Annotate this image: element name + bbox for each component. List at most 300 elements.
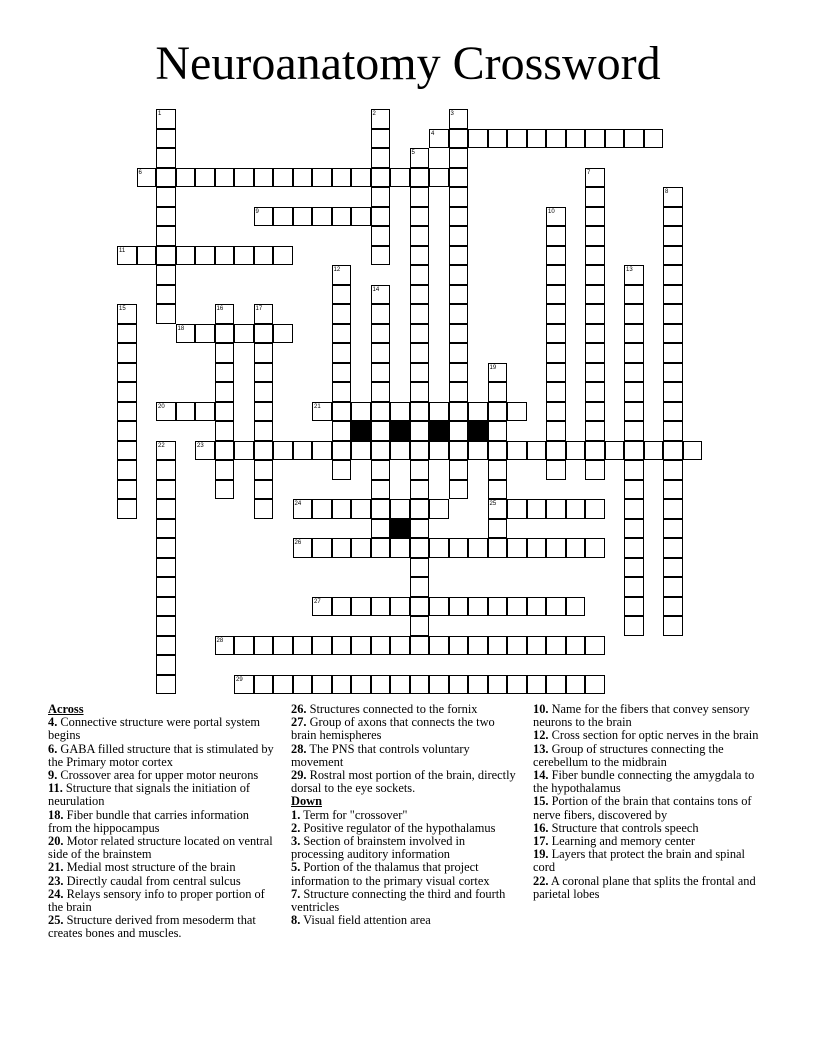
grid-cell[interactable]	[215, 421, 235, 441]
grid-cell[interactable]	[156, 148, 176, 168]
grid-cell[interactable]	[663, 441, 683, 461]
grid-cell[interactable]	[254, 343, 274, 363]
grid-cell[interactable]	[215, 480, 235, 500]
grid-cell[interactable]	[585, 675, 605, 695]
grid-cell[interactable]	[410, 499, 430, 519]
grid-cell[interactable]	[351, 441, 371, 461]
grid-cell[interactable]	[449, 226, 469, 246]
grid-cell[interactable]	[156, 538, 176, 558]
grid-cell[interactable]	[566, 675, 586, 695]
grid-cell[interactable]	[371, 363, 391, 383]
grid-cell[interactable]	[585, 129, 605, 149]
grid-cell[interactable]	[332, 402, 352, 422]
grid-cell[interactable]	[663, 616, 683, 636]
grid-cell[interactable]	[507, 597, 527, 617]
grid-cell[interactable]	[488, 460, 508, 480]
grid-cell[interactable]	[371, 480, 391, 500]
grid-cell[interactable]	[176, 246, 196, 266]
grid-cell[interactable]	[527, 441, 547, 461]
grid-cell[interactable]	[585, 207, 605, 227]
grid-cell[interactable]	[663, 187, 683, 207]
grid-cell[interactable]	[624, 441, 644, 461]
grid-cell[interactable]	[546, 636, 566, 656]
grid-cell[interactable]	[488, 129, 508, 149]
grid-cell[interactable]	[273, 675, 293, 695]
grid-cell[interactable]	[332, 207, 352, 227]
grid-cell[interactable]	[117, 324, 137, 344]
grid-cell[interactable]	[546, 363, 566, 383]
grid-cell[interactable]	[663, 343, 683, 363]
grid-cell[interactable]	[429, 675, 449, 695]
grid-cell[interactable]	[254, 382, 274, 402]
grid-cell[interactable]	[371, 421, 391, 441]
grid-cell[interactable]	[156, 675, 176, 695]
grid-cell[interactable]	[215, 324, 235, 344]
grid-cell[interactable]	[663, 246, 683, 266]
grid-cell[interactable]	[410, 675, 430, 695]
grid-cell[interactable]	[468, 441, 488, 461]
grid-cell[interactable]	[449, 265, 469, 285]
grid-cell[interactable]	[488, 382, 508, 402]
grid-cell[interactable]	[624, 577, 644, 597]
grid-cell[interactable]	[332, 675, 352, 695]
grid-cell[interactable]	[195, 168, 215, 188]
grid-cell[interactable]	[254, 207, 274, 227]
grid-cell[interactable]	[663, 304, 683, 324]
grid-cell[interactable]	[117, 363, 137, 383]
grid-cell[interactable]	[293, 636, 313, 656]
grid-cell[interactable]	[254, 441, 274, 461]
grid-cell[interactable]	[449, 246, 469, 266]
grid-cell[interactable]	[215, 343, 235, 363]
grid-cell[interactable]	[468, 597, 488, 617]
grid-cell[interactable]	[156, 246, 176, 266]
grid-cell[interactable]	[507, 129, 527, 149]
grid-cell[interactable]	[585, 402, 605, 422]
grid-cell[interactable]	[371, 402, 391, 422]
grid-cell[interactable]	[546, 499, 566, 519]
grid-cell[interactable]	[215, 168, 235, 188]
grid-cell[interactable]	[390, 402, 410, 422]
grid-cell[interactable]	[351, 207, 371, 227]
grid-cell[interactable]	[254, 324, 274, 344]
grid-cell[interactable]	[663, 402, 683, 422]
grid-cell[interactable]	[585, 441, 605, 461]
grid-cell[interactable]	[585, 285, 605, 305]
grid-cell[interactable]	[156, 168, 176, 188]
grid-cell[interactable]	[156, 519, 176, 539]
grid-cell[interactable]	[585, 246, 605, 266]
grid-cell[interactable]	[332, 636, 352, 656]
grid-cell[interactable]	[117, 441, 137, 461]
grid-cell[interactable]	[332, 597, 352, 617]
grid-cell[interactable]	[663, 324, 683, 344]
grid-cell[interactable]	[468, 636, 488, 656]
grid-cell[interactable]	[585, 636, 605, 656]
grid-cell[interactable]	[488, 538, 508, 558]
grid-cell[interactable]	[546, 402, 566, 422]
grid-cell[interactable]	[332, 538, 352, 558]
grid-cell[interactable]	[371, 519, 391, 539]
grid-cell[interactable]	[566, 597, 586, 617]
grid-cell[interactable]	[663, 226, 683, 246]
grid-cell[interactable]	[663, 265, 683, 285]
grid-cell[interactable]	[449, 207, 469, 227]
grid-cell[interactable]	[137, 168, 157, 188]
grid-cell[interactable]	[371, 343, 391, 363]
grid-cell[interactable]	[449, 480, 469, 500]
grid-cell[interactable]	[429, 168, 449, 188]
grid-cell[interactable]	[371, 304, 391, 324]
grid-cell[interactable]	[215, 246, 235, 266]
grid-cell[interactable]	[273, 168, 293, 188]
grid-cell[interactable]	[410, 577, 430, 597]
grid-cell[interactable]	[273, 441, 293, 461]
grid-cell[interactable]	[410, 538, 430, 558]
grid-cell[interactable]	[351, 675, 371, 695]
grid-cell[interactable]	[624, 558, 644, 578]
grid-cell[interactable]	[390, 636, 410, 656]
grid-cell[interactable]	[624, 382, 644, 402]
grid-cell[interactable]	[663, 207, 683, 227]
grid-cell[interactable]	[488, 499, 508, 519]
grid-cell[interactable]	[449, 285, 469, 305]
grid-cell[interactable]	[449, 538, 469, 558]
grid-cell[interactable]	[195, 246, 215, 266]
grid-cell[interactable]	[546, 343, 566, 363]
grid-cell[interactable]	[624, 519, 644, 539]
grid-cell[interactable]	[546, 285, 566, 305]
grid-cell[interactable]	[371, 168, 391, 188]
grid-cell[interactable]	[410, 246, 430, 266]
grid-cell[interactable]	[312, 168, 332, 188]
grid-cell[interactable]	[546, 129, 566, 149]
grid-cell[interactable]	[527, 538, 547, 558]
grid-cell[interactable]	[371, 460, 391, 480]
grid-cell[interactable]	[117, 480, 137, 500]
grid-cell[interactable]	[663, 597, 683, 617]
grid-cell[interactable]	[624, 304, 644, 324]
grid-cell[interactable]	[312, 402, 332, 422]
grid-cell[interactable]	[507, 675, 527, 695]
grid-cell[interactable]	[371, 187, 391, 207]
grid-cell[interactable]	[663, 421, 683, 441]
grid-cell[interactable]	[449, 382, 469, 402]
grid-cell[interactable]	[449, 636, 469, 656]
grid-cell[interactable]	[585, 382, 605, 402]
grid-cell[interactable]	[351, 597, 371, 617]
grid-cell[interactable]	[254, 636, 274, 656]
grid-cell[interactable]	[585, 304, 605, 324]
grid-cell[interactable]	[254, 675, 274, 695]
grid-cell[interactable]	[488, 402, 508, 422]
grid-cell[interactable]	[663, 480, 683, 500]
grid-cell[interactable]	[468, 538, 488, 558]
grid-cell[interactable]	[449, 421, 469, 441]
grid-cell[interactable]	[546, 460, 566, 480]
grid-cell[interactable]	[449, 324, 469, 344]
grid-cell[interactable]	[117, 246, 137, 266]
grid-cell[interactable]	[215, 460, 235, 480]
grid-cell[interactable]	[117, 304, 137, 324]
grid-cell[interactable]	[546, 304, 566, 324]
grid-cell[interactable]	[371, 285, 391, 305]
grid-cell[interactable]	[663, 577, 683, 597]
grid-cell[interactable]	[273, 246, 293, 266]
grid-cell[interactable]	[546, 207, 566, 227]
grid-cell[interactable]	[507, 636, 527, 656]
grid-cell[interactable]	[312, 499, 332, 519]
grid-cell[interactable]	[410, 148, 430, 168]
grid-cell[interactable]	[371, 109, 391, 129]
grid-cell[interactable]	[546, 226, 566, 246]
grid-cell[interactable]	[546, 382, 566, 402]
grid-cell[interactable]	[293, 675, 313, 695]
grid-cell[interactable]	[488, 421, 508, 441]
grid-cell[interactable]	[410, 480, 430, 500]
grid-cell[interactable]	[663, 499, 683, 519]
grid-cell[interactable]	[683, 441, 703, 461]
grid-cell[interactable]	[390, 597, 410, 617]
grid-cell[interactable]	[585, 343, 605, 363]
grid-cell[interactable]	[156, 402, 176, 422]
grid-cell[interactable]	[117, 460, 137, 480]
grid-cell[interactable]	[527, 597, 547, 617]
grid-cell[interactable]	[644, 441, 664, 461]
grid-cell[interactable]	[429, 402, 449, 422]
grid-cell[interactable]	[156, 636, 176, 656]
grid-cell[interactable]	[351, 538, 371, 558]
grid-cell[interactable]	[390, 675, 410, 695]
grid-cell[interactable]	[410, 265, 430, 285]
grid-cell[interactable]	[624, 460, 644, 480]
grid-cell[interactable]	[624, 538, 644, 558]
grid-cell[interactable]	[312, 597, 332, 617]
grid-cell[interactable]	[234, 324, 254, 344]
grid-cell[interactable]	[293, 441, 313, 461]
grid-cell[interactable]	[156, 109, 176, 129]
grid-cell[interactable]	[312, 538, 332, 558]
grid-cell[interactable]	[663, 382, 683, 402]
grid-cell[interactable]	[605, 441, 625, 461]
grid-cell[interactable]	[527, 636, 547, 656]
grid-cell[interactable]	[215, 402, 235, 422]
grid-cell[interactable]	[624, 343, 644, 363]
grid-cell[interactable]	[410, 402, 430, 422]
grid-cell[interactable]	[156, 265, 176, 285]
grid-cell[interactable]	[449, 597, 469, 617]
grid-cell[interactable]	[390, 168, 410, 188]
grid-cell[interactable]	[293, 499, 313, 519]
grid-cell[interactable]	[332, 382, 352, 402]
grid-cell[interactable]	[585, 499, 605, 519]
grid-cell[interactable]	[663, 519, 683, 539]
grid-cell[interactable]	[156, 480, 176, 500]
grid-cell[interactable]	[429, 129, 449, 149]
grid-cell[interactable]	[390, 538, 410, 558]
grid-cell[interactable]	[624, 285, 644, 305]
grid-cell[interactable]	[312, 675, 332, 695]
grid-cell[interactable]	[273, 324, 293, 344]
grid-cell[interactable]	[605, 129, 625, 149]
grid-cell[interactable]	[390, 499, 410, 519]
grid-cell[interactable]	[351, 402, 371, 422]
grid-cell[interactable]	[117, 382, 137, 402]
grid-cell[interactable]	[371, 538, 391, 558]
grid-cell[interactable]	[156, 187, 176, 207]
grid-cell[interactable]	[176, 402, 196, 422]
grid-cell[interactable]	[254, 246, 274, 266]
grid-cell[interactable]	[156, 597, 176, 617]
grid-cell[interactable]	[468, 402, 488, 422]
grid-cell[interactable]	[488, 636, 508, 656]
grid-cell[interactable]	[117, 421, 137, 441]
grid-cell[interactable]	[176, 324, 196, 344]
grid-cell[interactable]	[410, 304, 430, 324]
grid-cell[interactable]	[215, 441, 235, 461]
grid-cell[interactable]	[410, 363, 430, 383]
grid-cell[interactable]	[332, 285, 352, 305]
grid-cell[interactable]	[624, 499, 644, 519]
grid-cell[interactable]	[254, 421, 274, 441]
grid-cell[interactable]	[215, 382, 235, 402]
grid-cell[interactable]	[156, 226, 176, 246]
grid-cell[interactable]	[293, 168, 313, 188]
grid-cell[interactable]	[410, 636, 430, 656]
grid-cell[interactable]	[254, 168, 274, 188]
grid-cell[interactable]	[527, 675, 547, 695]
grid-cell[interactable]	[566, 129, 586, 149]
grid-cell[interactable]	[312, 441, 332, 461]
grid-cell[interactable]	[371, 597, 391, 617]
grid-cell[interactable]	[585, 226, 605, 246]
grid-cell[interactable]	[137, 246, 157, 266]
grid-cell[interactable]	[663, 460, 683, 480]
grid-cell[interactable]	[332, 304, 352, 324]
grid-cell[interactable]	[332, 168, 352, 188]
grid-cell[interactable]	[585, 168, 605, 188]
grid-cell[interactable]	[644, 129, 664, 149]
grid-cell[interactable]	[585, 324, 605, 344]
grid-cell[interactable]	[312, 207, 332, 227]
grid-cell[interactable]	[332, 421, 352, 441]
grid-cell[interactable]	[468, 675, 488, 695]
grid-cell[interactable]	[176, 168, 196, 188]
grid-cell[interactable]	[332, 265, 352, 285]
grid-cell[interactable]	[371, 129, 391, 149]
grid-cell[interactable]	[351, 499, 371, 519]
grid-cell[interactable]	[156, 499, 176, 519]
grid-cell[interactable]	[566, 499, 586, 519]
grid-cell[interactable]	[585, 265, 605, 285]
grid-cell[interactable]	[527, 499, 547, 519]
grid-cell[interactable]	[332, 343, 352, 363]
grid-cell[interactable]	[195, 441, 215, 461]
grid-cell[interactable]	[410, 382, 430, 402]
grid-cell[interactable]	[215, 363, 235, 383]
grid-cell[interactable]	[410, 616, 430, 636]
grid-cell[interactable]	[332, 460, 352, 480]
grid-cell[interactable]	[156, 129, 176, 149]
grid-cell[interactable]	[332, 324, 352, 344]
grid-cell[interactable]	[371, 148, 391, 168]
grid-cell[interactable]	[371, 207, 391, 227]
grid-cell[interactable]	[410, 168, 430, 188]
grid-cell[interactable]	[546, 538, 566, 558]
grid-cell[interactable]	[566, 636, 586, 656]
grid-cell[interactable]	[624, 616, 644, 636]
grid-cell[interactable]	[371, 324, 391, 344]
grid-cell[interactable]	[234, 246, 254, 266]
grid-cell[interactable]	[449, 402, 469, 422]
grid-cell[interactable]	[254, 402, 274, 422]
grid-cell[interactable]	[410, 460, 430, 480]
grid-cell[interactable]	[371, 636, 391, 656]
grid-cell[interactable]	[449, 129, 469, 149]
grid-cell[interactable]	[507, 402, 527, 422]
grid-cell[interactable]	[429, 499, 449, 519]
grid-cell[interactable]	[410, 187, 430, 207]
grid-cell[interactable]	[234, 675, 254, 695]
grid-cell[interactable]	[371, 226, 391, 246]
grid-cell[interactable]	[507, 499, 527, 519]
grid-cell[interactable]	[507, 441, 527, 461]
grid-cell[interactable]	[156, 460, 176, 480]
grid-cell[interactable]	[234, 636, 254, 656]
grid-cell[interactable]	[156, 577, 176, 597]
grid-cell[interactable]	[156, 558, 176, 578]
grid-cell[interactable]	[429, 636, 449, 656]
grid-cell[interactable]	[449, 460, 469, 480]
grid-cell[interactable]	[449, 363, 469, 383]
grid-cell[interactable]	[624, 597, 644, 617]
grid-cell[interactable]	[449, 187, 469, 207]
grid-cell[interactable]	[117, 499, 137, 519]
grid-cell[interactable]	[273, 207, 293, 227]
grid-cell[interactable]	[546, 675, 566, 695]
grid-cell[interactable]	[254, 460, 274, 480]
grid-cell[interactable]	[254, 480, 274, 500]
grid-cell[interactable]	[371, 246, 391, 266]
grid-cell[interactable]	[449, 109, 469, 129]
grid-cell[interactable]	[273, 636, 293, 656]
grid-cell[interactable]	[195, 324, 215, 344]
grid-cell[interactable]	[566, 441, 586, 461]
grid-cell[interactable]	[156, 285, 176, 305]
grid-cell[interactable]	[624, 421, 644, 441]
grid-cell[interactable]	[488, 441, 508, 461]
grid-cell[interactable]	[624, 402, 644, 422]
grid-cell[interactable]	[449, 441, 469, 461]
grid-cell[interactable]	[468, 129, 488, 149]
grid-cell[interactable]	[546, 597, 566, 617]
grid-cell[interactable]	[410, 285, 430, 305]
grid-cell[interactable]	[449, 304, 469, 324]
grid-cell[interactable]	[488, 675, 508, 695]
grid-cell[interactable]	[410, 558, 430, 578]
grid-cell[interactable]	[585, 421, 605, 441]
grid-cell[interactable]	[234, 168, 254, 188]
grid-cell[interactable]	[156, 304, 176, 324]
grid-cell[interactable]	[429, 597, 449, 617]
grid-cell[interactable]	[624, 324, 644, 344]
grid-cell[interactable]	[546, 265, 566, 285]
grid-cell[interactable]	[117, 402, 137, 422]
grid-cell[interactable]	[585, 363, 605, 383]
grid-cell[interactable]	[410, 519, 430, 539]
grid-cell[interactable]	[215, 636, 235, 656]
grid-cell[interactable]	[663, 363, 683, 383]
